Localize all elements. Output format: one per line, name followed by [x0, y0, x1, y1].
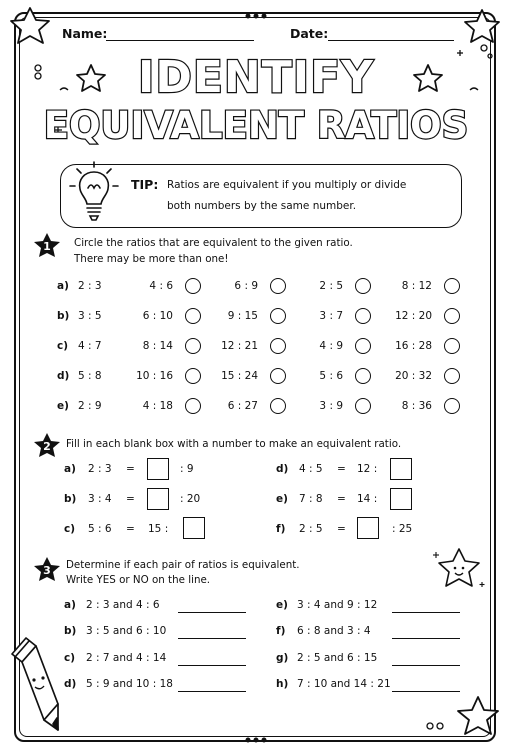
s1-option-circle[interactable] — [444, 398, 460, 414]
s3-answer-line[interactable] — [392, 638, 460, 639]
s2-e-letter: e) — [276, 493, 288, 505]
s3-item-letter: g) — [276, 652, 289, 664]
section-3-instruction-line2: Write YES or NO on the line. — [66, 574, 211, 586]
pencil-icon — [4, 632, 64, 738]
s1-option-ratio: 6 : 27 — [227, 400, 258, 412]
s3-item-letter: a) — [64, 599, 76, 611]
s1-option-circle[interactable] — [444, 368, 460, 384]
tip-box — [60, 164, 462, 228]
s1-option-circle[interactable] — [355, 368, 371, 384]
s1-option-circle[interactable] — [270, 308, 286, 324]
s1-option-circle[interactable] — [185, 338, 201, 354]
s2-a-equals: = — [126, 463, 135, 475]
s1-row-letter: a) — [57, 280, 69, 292]
svg-text:3: 3 — [43, 564, 51, 577]
s2-b-ratio: 3 : 4 — [88, 493, 112, 505]
s1-given-ratio: 3 : 5 — [78, 310, 102, 322]
s1-option-ratio: 4 : 9 — [319, 340, 343, 352]
s1-option-ratio: 8 : 12 — [401, 280, 432, 292]
svg-text:1: 1 — [43, 240, 51, 253]
svg-text:2: 2 — [43, 440, 51, 453]
s3-item-letter: f) — [276, 625, 286, 637]
s1-option-ratio: 20 : 32 — [395, 370, 432, 382]
page-title-line2: EQUIVALENT RATIOS — [43, 104, 469, 147]
s1-row-letter: d) — [57, 370, 70, 382]
s2-f-equals: = — [337, 523, 346, 535]
s1-given-ratio: 2 : 3 — [78, 280, 102, 292]
s2-a-ratio: 2 : 3 — [88, 463, 112, 475]
s2-b-after: : 20 — [180, 493, 201, 505]
s2-d-equals: = — [337, 463, 346, 475]
s3-answer-line[interactable] — [178, 691, 246, 692]
s1-option-circle[interactable] — [270, 368, 286, 384]
s3-item-pair: 3 : 5 and 6 : 10 — [86, 625, 167, 637]
s2-b-letter: b) — [64, 493, 77, 505]
tip-text-line1: Ratios are equivalent if you multiply or divide — [167, 179, 407, 191]
s2-f-answer-box[interactable] — [357, 517, 379, 539]
smiling-star-icon — [432, 546, 486, 594]
s2-e-ratio: 7 : 8 — [299, 493, 323, 505]
s2-b-answer-box[interactable] — [147, 488, 169, 510]
s1-option-circle[interactable] — [270, 278, 286, 294]
tip-label: TIP: — [131, 177, 159, 192]
s1-option-ratio: 2 : 5 — [319, 280, 343, 292]
s2-a-answer-box[interactable] — [147, 458, 169, 480]
s2-b-equals: = — [126, 493, 135, 505]
s1-option-circle[interactable] — [355, 308, 371, 324]
s3-item-pair: 3 : 4 and 9 : 12 — [297, 599, 378, 611]
s2-c-ratio: 5 : 6 — [88, 523, 112, 535]
tip-text-line2: both numbers by the same number. — [167, 200, 357, 212]
s1-option-ratio: 4 : 6 — [149, 280, 173, 292]
s1-option-ratio: 10 : 16 — [136, 370, 173, 382]
s3-answer-line[interactable] — [178, 665, 246, 666]
date-label: Date: — [290, 26, 329, 41]
s1-option-circle[interactable] — [270, 338, 286, 354]
s1-option-ratio: 6 : 9 — [234, 280, 258, 292]
s1-option-circle[interactable] — [185, 278, 201, 294]
s1-option-circle[interactable] — [355, 278, 371, 294]
name-field[interactable] — [106, 40, 254, 41]
s1-given-ratio: 4 : 7 — [78, 340, 102, 352]
s3-item-letter: d) — [64, 678, 77, 690]
s1-row-letter: b) — [57, 310, 70, 322]
s1-given-ratio: 2 : 9 — [78, 400, 102, 412]
s1-option-circle[interactable] — [444, 308, 460, 324]
s3-item-letter: h) — [276, 678, 289, 690]
section-1-instruction-line1: Circle the ratios that are equivalent to the given ratio. — [74, 237, 353, 249]
s1-option-circle[interactable] — [444, 278, 460, 294]
s2-c-answer-box[interactable] — [183, 517, 205, 539]
s3-answer-line[interactable] — [392, 612, 460, 613]
name-label: Name: — [62, 26, 108, 41]
s1-option-ratio: 15 : 24 — [221, 370, 258, 382]
s1-option-ratio: 16 : 28 — [395, 340, 432, 352]
s2-e-equals: = — [337, 493, 346, 505]
s1-option-circle[interactable] — [355, 338, 371, 354]
s1-row-letter: c) — [57, 340, 69, 352]
s2-d-before: 12 : — [357, 463, 378, 475]
s1-option-ratio: 12 : 21 — [221, 340, 258, 352]
s1-option-ratio: 5 : 6 — [319, 370, 343, 382]
s1-option-circle[interactable] — [355, 398, 371, 414]
date-field[interactable] — [328, 40, 454, 41]
lightbulb-icon — [68, 160, 120, 226]
section-2-number-icon — [33, 432, 61, 460]
s3-item-pair: 5 : 9 and 10 : 18 — [86, 678, 173, 690]
s1-option-ratio: 6 : 10 — [142, 310, 173, 322]
s1-option-circle[interactable] — [444, 338, 460, 354]
s3-answer-line[interactable] — [392, 665, 460, 666]
s1-option-circle[interactable] — [185, 398, 201, 414]
s3-answer-line[interactable] — [392, 691, 460, 692]
s2-c-equals: = — [126, 523, 135, 535]
s2-f-after: : 25 — [392, 523, 413, 535]
s2-c-before: 15 : — [148, 523, 169, 535]
s2-d-ratio: 4 : 5 — [299, 463, 323, 475]
s2-f-ratio: 2 : 5 — [299, 523, 323, 535]
s3-item-letter: e) — [276, 599, 288, 611]
section-1-instruction-line2: There may be more than one! — [74, 253, 229, 265]
s3-answer-line[interactable] — [178, 612, 246, 613]
s1-option-circle[interactable] — [185, 368, 201, 384]
s1-option-ratio: 4 : 18 — [142, 400, 173, 412]
s3-item-letter: b) — [64, 625, 77, 637]
s1-option-ratio: 12 : 20 — [395, 310, 432, 322]
s1-option-circle[interactable] — [270, 398, 286, 414]
s2-e-before: 14 : — [357, 493, 378, 505]
s2-c-letter: c) — [64, 523, 76, 535]
star-icon — [11, 8, 49, 43]
star-icon — [465, 10, 499, 42]
s1-option-ratio: 3 : 9 — [319, 400, 343, 412]
s3-item-pair: 6 : 8 and 3 : 4 — [297, 625, 371, 637]
s3-item-letter: c) — [64, 652, 76, 664]
s3-item-pair: 7 : 10 and 14 : 21 — [297, 678, 391, 690]
s1-option-ratio: 8 : 36 — [401, 400, 432, 412]
section-3-instruction-line1: Determine if each pair of ratios is equivalent. — [66, 559, 300, 571]
s1-option-ratio: 3 : 7 — [319, 310, 343, 322]
s1-option-ratio: 8 : 14 — [142, 340, 173, 352]
section-1-number-icon — [33, 232, 61, 260]
s2-d-answer-box[interactable] — [390, 458, 412, 480]
section-3-number-icon — [33, 556, 61, 584]
s2-e-answer-box[interactable] — [390, 488, 412, 510]
s3-item-pair: 2 : 3 and 4 : 6 — [86, 599, 160, 611]
s1-given-ratio: 5 : 8 — [78, 370, 102, 382]
section-2-instruction: Fill in each blank box with a number to make an equivalent ratio. — [66, 438, 402, 450]
s2-a-letter: a) — [64, 463, 76, 475]
s1-option-ratio: 9 : 15 — [227, 310, 258, 322]
s2-d-letter: d) — [276, 463, 289, 475]
s2-a-after: : 9 — [180, 463, 194, 475]
s3-answer-line[interactable] — [178, 638, 246, 639]
s2-f-letter: f) — [276, 523, 286, 535]
star-icon — [458, 697, 498, 734]
s3-item-pair: 2 : 7 and 4 : 14 — [86, 652, 167, 664]
page-title-line1: IDENTIFY — [137, 52, 375, 103]
s1-row-letter: e) — [57, 400, 69, 412]
s3-item-pair: 2 : 5 and 6 : 15 — [297, 652, 378, 664]
s1-option-circle[interactable] — [185, 308, 201, 324]
